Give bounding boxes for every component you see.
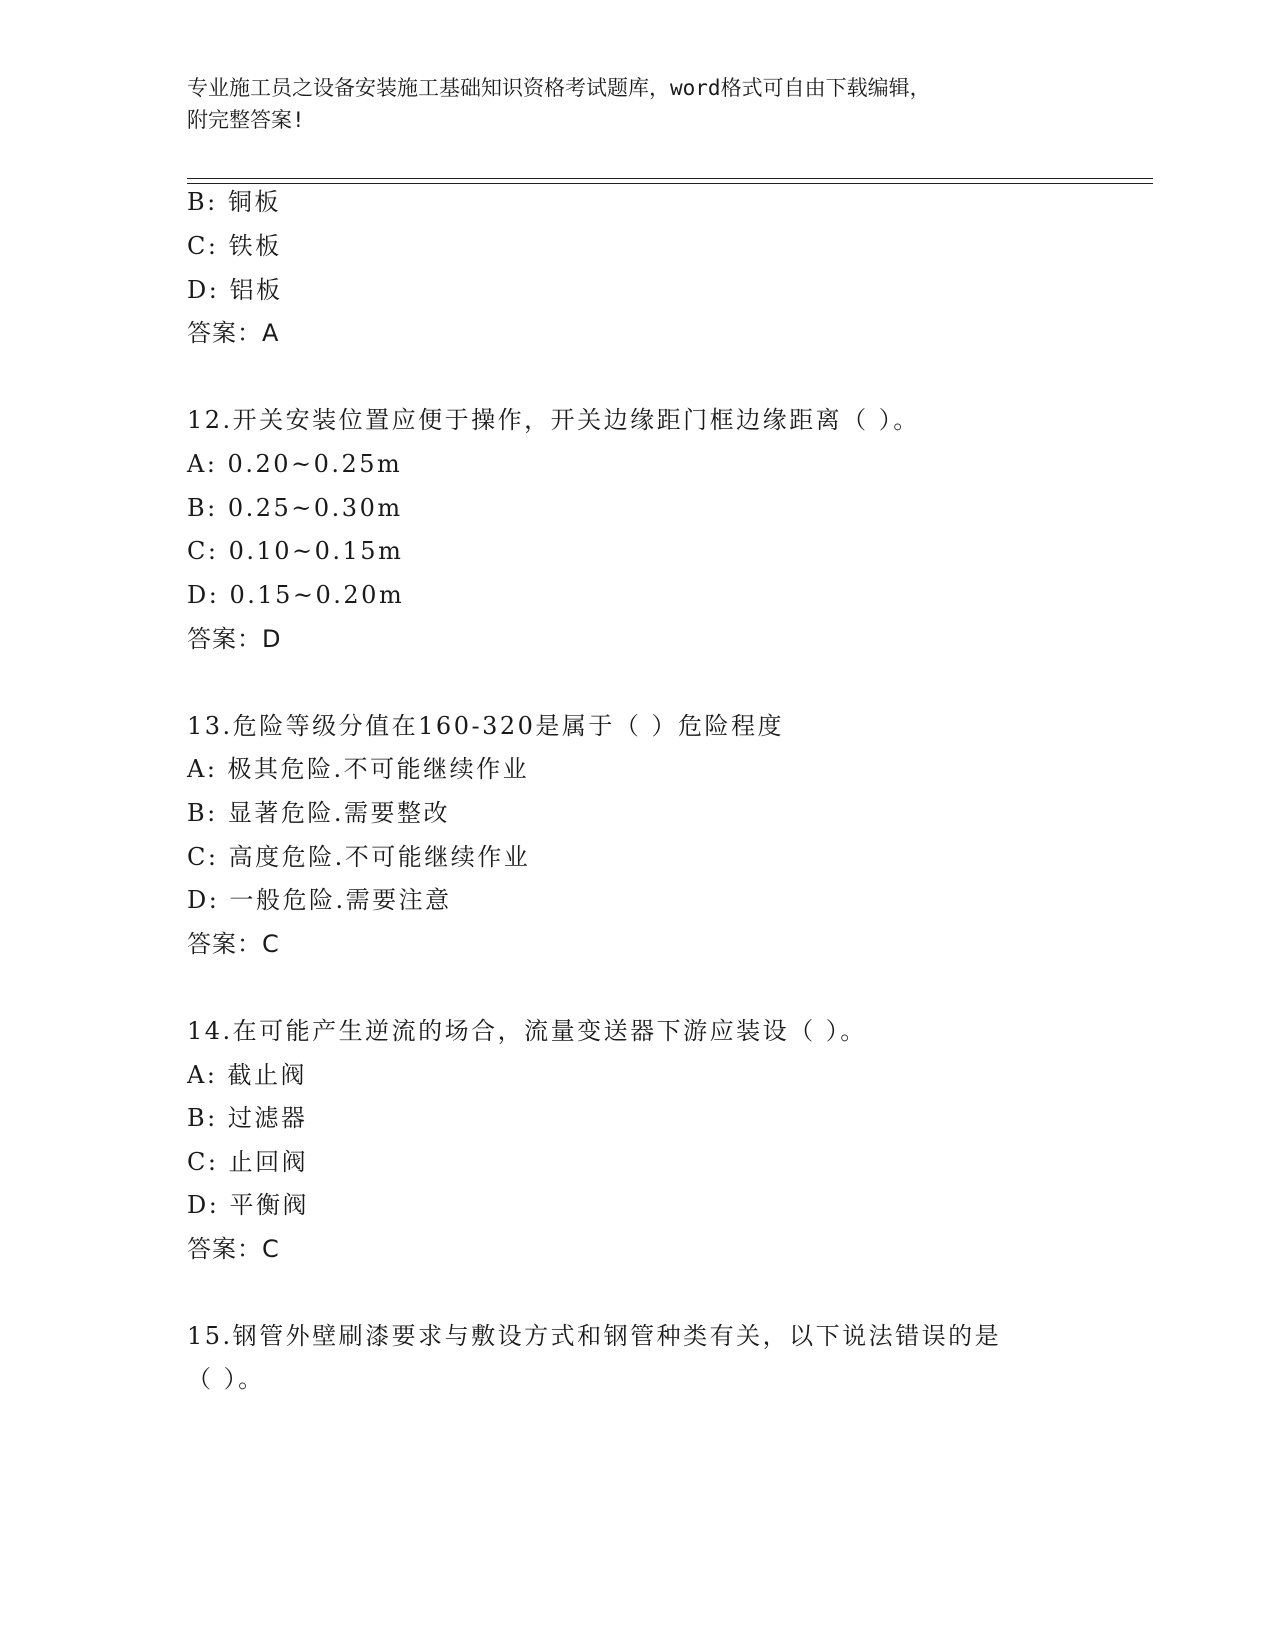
q13-question: 13.危险等级分值在160-320是属于（ ）危险程度 (187, 712, 785, 740)
q14-question: 14.在可能产生逆流的场合，流量变送器下游应装设（ ）。 (187, 1017, 867, 1045)
q11-answer: 答案：A (187, 319, 280, 347)
q13-option-a: A: 极其危险.不可能继续作业 (187, 755, 530, 783)
q14-option-a: A: 截止阀 (187, 1061, 308, 1089)
q12-answer: 答案：D (187, 625, 282, 653)
q14-option-c: C: 止回阀 (187, 1148, 309, 1176)
q14-answer: 答案：C (187, 1235, 280, 1263)
q14-option-d: D: 平衡阀 (187, 1191, 309, 1219)
q12-option-a: A: 0.20~0.25m (187, 450, 403, 478)
q11-option-b: B: 铜板 (187, 188, 281, 216)
q13-option-c: C: 高度危险.不可能继续作业 (187, 843, 531, 871)
header-divider-bottom (187, 183, 1153, 184)
page-header (187, 72, 1067, 136)
header-divider-top (187, 178, 1153, 179)
q13-option-b: B: 显著危险.需要整改 (187, 799, 450, 827)
q13-answer: 答案：C (187, 930, 280, 958)
q11-option-c: C: 铁板 (187, 232, 282, 260)
q13-option-d: D: 一般危险.需要注意 (187, 886, 452, 914)
q15-question-line1: 15.钢管外壁刷漆要求与敷设方式和钢管种类有关，以下说法错误的是 (187, 1322, 1002, 1350)
q12-option-c: C: 0.10~0.15m (187, 537, 404, 565)
header-title-line2: 附完整答案! (187, 108, 305, 132)
q11-option-d: D: 铝板 (187, 276, 283, 304)
q14-option-b: B: 过滤器 (187, 1104, 308, 1132)
q15-question-line2: （ ）。 (187, 1365, 265, 1393)
header-title-line1: 专业施工员之设备安装施工基础知识资格考试题库，word格式可自由下载编辑， (187, 76, 931, 100)
q12-option-b: B: 0.25~0.30m (187, 494, 403, 522)
q12-option-d: D: 0.15~0.20m (187, 581, 405, 609)
q12-question: 12.开关安装位置应便于操作，开关边缘距门框边缘距离（ ）。 (187, 406, 920, 434)
